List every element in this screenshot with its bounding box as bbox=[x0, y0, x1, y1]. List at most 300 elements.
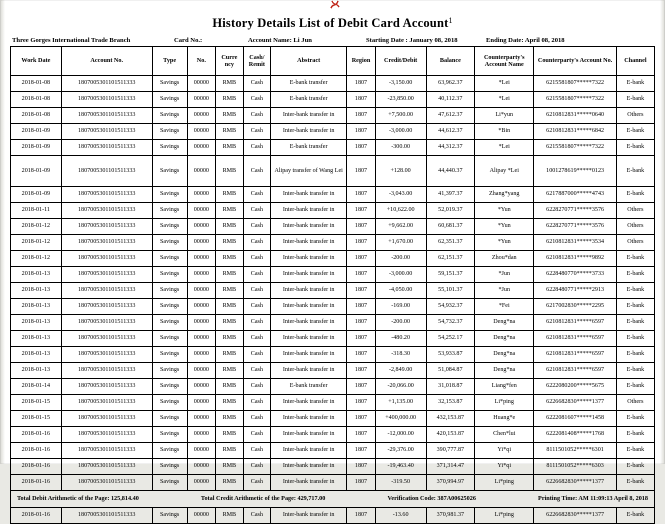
cell-counterparty-account-no: 6210812831*****9892 bbox=[534, 251, 616, 267]
cell-type: Savings bbox=[152, 267, 187, 283]
cell-currency: RMB bbox=[216, 283, 243, 299]
counterparty-name-annotated: Yi*qi bbox=[497, 463, 512, 470]
cell-counterparty-account-no: 8111501052*****6303 bbox=[534, 459, 616, 475]
cell-account-no: 1807005301101511333 bbox=[61, 347, 152, 363]
cell-currency: RMB bbox=[216, 411, 243, 427]
col-type: Type bbox=[152, 47, 187, 76]
table-body bbox=[11, 76, 655, 524]
cell-balance: 54,252.17 bbox=[426, 331, 475, 347]
cell-account-no: 1807005301101511333 bbox=[61, 187, 152, 203]
cell-abstract: Inter-bank transfer in bbox=[271, 235, 347, 251]
counterparty-name-annotated: Deng*na bbox=[493, 367, 516, 374]
cell-work-date: 2018-01-13 bbox=[11, 331, 62, 347]
cell-cash-remit: Cash bbox=[243, 379, 270, 395]
cell-work-date: 2018-01-16 bbox=[11, 508, 62, 524]
cell-work-date: 2018-01-12 bbox=[11, 251, 62, 267]
cell-no: 00000 bbox=[187, 315, 216, 331]
cell-region: 1807 bbox=[347, 427, 376, 443]
cell-channel: E-bank bbox=[616, 124, 654, 140]
cell-channel: E-bank bbox=[616, 427, 654, 443]
cell-credit-debit: -3,000.00 bbox=[375, 267, 426, 283]
cell-channel: E-bank bbox=[616, 379, 654, 395]
cell-credit-debit: +1,670.00 bbox=[375, 235, 426, 251]
cell-region: 1807 bbox=[347, 108, 376, 124]
summary-verification-code: Verification Code: 387A00625026 bbox=[387, 494, 476, 502]
cell-currency: RMB bbox=[216, 299, 243, 315]
cell-work-date: 2018-01-13 bbox=[11, 347, 62, 363]
cell-abstract: Inter-bank transfer in bbox=[271, 315, 347, 331]
meta-card-no: Card No.: bbox=[174, 37, 203, 44]
cell-cash-remit: Cash bbox=[243, 363, 270, 379]
cell-counterparty-name: *Jun bbox=[475, 283, 534, 299]
table-row bbox=[11, 347, 655, 363]
cell-type: Savings bbox=[152, 283, 187, 299]
cell-account-no: 1807005301101511333 bbox=[61, 299, 152, 315]
cell-cash-remit: Cash bbox=[243, 315, 270, 331]
cell-work-date: 2018-01-11 bbox=[11, 203, 62, 219]
cell-counterparty-account-no: 6210812831*****0640 bbox=[534, 108, 616, 124]
cell-counterparty-name bbox=[475, 347, 534, 363]
cell-credit-debit: +400,000.00 bbox=[375, 411, 426, 427]
table-row bbox=[11, 443, 655, 459]
table-header-row bbox=[11, 47, 655, 76]
cell-account-no: 1807005301101511333 bbox=[61, 508, 152, 524]
cell-currency: RMB bbox=[216, 379, 243, 395]
cell-counterparty-account-no: 6226682830*****1377 bbox=[534, 475, 616, 491]
cell-account-no: 1807005301101511333 bbox=[61, 459, 152, 475]
cell-region: 1807 bbox=[347, 283, 376, 299]
cell-region: 1807 bbox=[347, 267, 376, 283]
cell-currency: RMB bbox=[216, 331, 243, 347]
cell-type: Savings bbox=[152, 508, 187, 524]
table-row bbox=[11, 299, 655, 315]
cell-work-date: 2018-01-09 bbox=[11, 187, 62, 203]
cell-credit-debit: -4,050.00 bbox=[375, 283, 426, 299]
cell-counterparty-name: *Yun bbox=[475, 219, 534, 235]
cell-counterparty-name: *Jun bbox=[475, 267, 534, 283]
cell-channel: E-bank bbox=[616, 411, 654, 427]
cell-work-date: 2018-01-13 bbox=[11, 299, 62, 315]
cell-counterparty-name bbox=[475, 459, 534, 475]
cell-region: 1807 bbox=[347, 363, 376, 379]
cell-region: 1807 bbox=[347, 187, 376, 203]
cell-counterparty-account-no: 6228270771*****3576 bbox=[534, 203, 616, 219]
cell-cash-remit: Cash bbox=[243, 475, 270, 491]
cell-region: 1807 bbox=[347, 156, 376, 187]
cell-work-date: 2018-01-08 bbox=[11, 92, 62, 108]
cell-counterparty-account-no: 6226682830*****1377 bbox=[534, 508, 616, 524]
cell-work-date: 2018-01-09 bbox=[11, 156, 62, 187]
table-row bbox=[11, 315, 655, 331]
cell-cash-remit: Cash bbox=[243, 219, 270, 235]
table-row bbox=[11, 395, 655, 411]
cell-work-date: 2018-01-09 bbox=[11, 124, 62, 140]
cell-counterparty-name: Li*ping bbox=[475, 508, 534, 524]
cell-account-no: 1807005301101511333 bbox=[61, 124, 152, 140]
table-row bbox=[11, 203, 655, 219]
col-channel: Channel bbox=[616, 47, 654, 76]
cell-account-no: 1807005301101511333 bbox=[61, 363, 152, 379]
cell-currency: RMB bbox=[216, 315, 243, 331]
cell-credit-debit: +9,662.00 bbox=[375, 219, 426, 235]
cell-abstract: Inter-bank transfer in bbox=[271, 443, 347, 459]
cell-cash-remit: Cash bbox=[243, 347, 270, 363]
counterparty-name-annotated: Yi*qi bbox=[497, 447, 512, 454]
cell-counterparty-account-no: 6210812831*****6597 bbox=[534, 363, 616, 379]
cell-cash-remit: Cash bbox=[243, 92, 270, 108]
cell-balance: 52,019.37 bbox=[426, 203, 475, 219]
cell-channel: E-bank bbox=[616, 315, 654, 331]
meta-starting-date: Starting Date : January 08, 2018 bbox=[366, 37, 458, 44]
col-cash-remit: Cash/ Remit bbox=[243, 47, 270, 76]
cell-balance: 60,681.37 bbox=[426, 219, 475, 235]
cell-balance: 54,732.37 bbox=[426, 315, 475, 331]
cell-cash-remit: Cash bbox=[243, 411, 270, 427]
col-counterparty-name: Counterparty's Account Name bbox=[475, 47, 534, 76]
cell-currency: RMB bbox=[216, 443, 243, 459]
cell-counterparty-account-no: 6228480770*****3733 bbox=[534, 267, 616, 283]
col-credit-debit: Credit/Debit bbox=[375, 47, 426, 76]
cell-abstract: Inter-bank transfer in bbox=[271, 459, 347, 475]
cell-region: 1807 bbox=[347, 251, 376, 267]
cell-abstract: Inter-bank transfer in bbox=[271, 427, 347, 443]
cell-credit-debit: -3,000.00 bbox=[375, 124, 426, 140]
cell-counterparty-account-no: 6215581807*****7322 bbox=[534, 76, 616, 92]
cell-account-no: 1807005301101511333 bbox=[61, 92, 152, 108]
cell-currency: RMB bbox=[216, 475, 243, 491]
cell-account-no: 1807005301101511333 bbox=[61, 108, 152, 124]
cell-no: 00000 bbox=[187, 411, 216, 427]
col-region: Region bbox=[347, 47, 376, 76]
cell-balance: 59,151.37 bbox=[426, 267, 475, 283]
cell-counterparty-name: Huang*e bbox=[475, 411, 534, 427]
cell-region: 1807 bbox=[347, 379, 376, 395]
cell-counterparty-name: Li*yun bbox=[475, 108, 534, 124]
cell-channel: Others bbox=[616, 203, 654, 219]
cell-work-date: 2018-01-08 bbox=[11, 108, 62, 124]
cell-counterparty-name: *Fei bbox=[475, 299, 534, 315]
cell-cash-remit: Cash bbox=[243, 331, 270, 347]
cell-work-date: 2018-01-08 bbox=[11, 76, 62, 92]
cell-cash-remit: Cash bbox=[243, 203, 270, 219]
summary-printing-time: Printing Time: AM 11:09:13 April 8, 2018 bbox=[538, 494, 648, 502]
cell-abstract: E-bank transfer bbox=[271, 379, 347, 395]
cell-region: 1807 bbox=[347, 331, 376, 347]
cell-no: 00000 bbox=[187, 235, 216, 251]
cell-counterparty-name bbox=[475, 363, 534, 379]
cell-credit-debit: -318.30 bbox=[375, 347, 426, 363]
cell-counterparty-account-no: 6215581807*****7322 bbox=[534, 92, 616, 108]
cell-no: 00000 bbox=[187, 187, 216, 203]
cell-counterparty-name: Chen*lui bbox=[475, 427, 534, 443]
cell-currency: RMB bbox=[216, 395, 243, 411]
cell-no: 00000 bbox=[187, 475, 216, 491]
cell-channel: E-bank bbox=[616, 267, 654, 283]
cell-type: Savings bbox=[152, 76, 187, 92]
cell-region: 1807 bbox=[347, 395, 376, 411]
table-row bbox=[11, 76, 655, 92]
cell-counterparty-name: Liang*fen bbox=[475, 379, 534, 395]
cell-credit-debit: +128.00 bbox=[375, 156, 426, 187]
page-summary-row bbox=[11, 491, 655, 508]
cell-credit-debit: -300.00 bbox=[375, 140, 426, 156]
cell-no: 00000 bbox=[187, 156, 216, 187]
cell-cash-remit: Cash bbox=[243, 156, 270, 187]
cell-account-no: 1807005301101511333 bbox=[61, 411, 152, 427]
cell-work-date: 2018-01-16 bbox=[11, 443, 62, 459]
counterparty-name-annotated: Deng*na bbox=[493, 335, 516, 342]
cell-region: 1807 bbox=[347, 124, 376, 140]
cell-currency: RMB bbox=[216, 156, 243, 187]
cell-work-date: 2018-01-15 bbox=[11, 411, 62, 427]
cell-no: 00000 bbox=[187, 459, 216, 475]
cell-work-date: 2018-01-13 bbox=[11, 267, 62, 283]
cell-abstract: Inter-bank transfer in bbox=[271, 187, 347, 203]
cell-balance: 432,153.87 bbox=[426, 411, 475, 427]
summary-credit-total: Total Credit Arithmetic of the Page: 429,717.00 bbox=[200, 494, 326, 502]
cell-abstract: Inter-bank transfer in bbox=[271, 203, 347, 219]
cell-counterparty-name: *Yun bbox=[475, 235, 534, 251]
cell-cash-remit: Cash bbox=[243, 267, 270, 283]
cell-abstract: Inter-bank transfer in bbox=[271, 363, 347, 379]
table-row bbox=[11, 508, 655, 524]
cell-type: Savings bbox=[152, 219, 187, 235]
cell-region: 1807 bbox=[347, 219, 376, 235]
cell-currency: RMB bbox=[216, 235, 243, 251]
cell-balance: 62,351.37 bbox=[426, 235, 475, 251]
cell-cash-remit: Cash bbox=[243, 459, 270, 475]
cell-abstract: Inter-bank transfer in bbox=[271, 219, 347, 235]
cell-region: 1807 bbox=[347, 203, 376, 219]
cell-region: 1807 bbox=[347, 140, 376, 156]
cell-balance: 47,612.37 bbox=[426, 108, 475, 124]
cell-credit-debit: -19,463.40 bbox=[375, 459, 426, 475]
cell-no: 00000 bbox=[187, 347, 216, 363]
cell-balance: 41,397.37 bbox=[426, 187, 475, 203]
cell-no: 00000 bbox=[187, 124, 216, 140]
cell-currency: RMB bbox=[216, 267, 243, 283]
cell-no: 00000 bbox=[187, 443, 216, 459]
cell-balance: 44,312.37 bbox=[426, 140, 475, 156]
cell-currency: RMB bbox=[216, 187, 243, 203]
cell-type: Savings bbox=[152, 124, 187, 140]
cell-counterparty-name bbox=[475, 331, 534, 347]
cell-abstract: Inter-bank transfer in bbox=[271, 347, 347, 363]
cell-credit-debit: -319.50 bbox=[375, 475, 426, 491]
cell-work-date: 2018-01-12 bbox=[11, 235, 62, 251]
cell-counterparty-name: *Lei bbox=[475, 76, 534, 92]
counterparty-name-annotated: Deng*na bbox=[493, 319, 516, 326]
cell-account-no: 1807005301101511333 bbox=[61, 331, 152, 347]
table-row bbox=[11, 267, 655, 283]
cell-type: Savings bbox=[152, 331, 187, 347]
cell-type: Savings bbox=[152, 156, 187, 187]
cell-abstract: E-bank transfer bbox=[271, 76, 347, 92]
cell-no: 00000 bbox=[187, 92, 216, 108]
cell-work-date: 2018-01-09 bbox=[11, 140, 62, 156]
cell-channel: E-bank bbox=[616, 475, 654, 491]
table-row bbox=[11, 140, 655, 156]
cell-channel: E-bank bbox=[616, 140, 654, 156]
cell-channel: Others bbox=[616, 108, 654, 124]
table-row bbox=[11, 363, 655, 379]
cell-cash-remit: Cash bbox=[243, 427, 270, 443]
meta-ending-date: Ending Date: April 08, 2018 bbox=[486, 37, 565, 44]
cell-account-no: 1807005301101511333 bbox=[61, 140, 152, 156]
cell-no: 00000 bbox=[187, 283, 216, 299]
cell-balance: 31,018.87 bbox=[426, 379, 475, 395]
cell-type: Savings bbox=[152, 395, 187, 411]
cell-region: 1807 bbox=[347, 508, 376, 524]
cell-region: 1807 bbox=[347, 347, 376, 363]
cell-no: 00000 bbox=[187, 251, 216, 267]
cell-cash-remit: Cash bbox=[243, 140, 270, 156]
cell-counterparty-name: Zhang*yang bbox=[475, 187, 534, 203]
cell-account-no: 1807005301101511333 bbox=[61, 475, 152, 491]
cell-type: Savings bbox=[152, 427, 187, 443]
cell-abstract: Inter-bank transfer in bbox=[271, 395, 347, 411]
cell-counterparty-name: *Lei bbox=[475, 140, 534, 156]
cell-type: Savings bbox=[152, 235, 187, 251]
cell-region: 1807 bbox=[347, 235, 376, 251]
cell-credit-debit: +7,500.00 bbox=[375, 108, 426, 124]
table-row bbox=[11, 219, 655, 235]
cell-channel: E-bank bbox=[616, 363, 654, 379]
cell-cash-remit: Cash bbox=[243, 251, 270, 267]
cell-work-date: 2018-01-13 bbox=[11, 363, 62, 379]
cell-account-no: 1807005301101511333 bbox=[61, 235, 152, 251]
cell-balance: 32,153.87 bbox=[426, 395, 475, 411]
cell-no: 00000 bbox=[187, 140, 216, 156]
col-no: No. bbox=[187, 47, 216, 76]
cell-channel: E-bank bbox=[616, 187, 654, 203]
cell-account-no: 1807005301101511333 bbox=[61, 315, 152, 331]
cell-no: 00000 bbox=[187, 508, 216, 524]
cell-balance: 40,112.37 bbox=[426, 92, 475, 108]
table-row bbox=[11, 92, 655, 108]
cell-account-no: 1807005301101511333 bbox=[61, 203, 152, 219]
cell-counterparty-account-no: 6210812831*****6842 bbox=[534, 124, 616, 140]
table-row bbox=[11, 251, 655, 267]
cell-currency: RMB bbox=[216, 459, 243, 475]
cell-balance: 54,932.37 bbox=[426, 299, 475, 315]
cell-cash-remit: Cash bbox=[243, 108, 270, 124]
table-row bbox=[11, 283, 655, 299]
cell-region: 1807 bbox=[347, 443, 376, 459]
cell-region: 1807 bbox=[347, 92, 376, 108]
cell-account-no: 1807005301101511333 bbox=[61, 443, 152, 459]
cell-counterparty-account-no: 6210812831*****6597 bbox=[534, 315, 616, 331]
page-title bbox=[10, 16, 655, 31]
cell-channel: E-bank bbox=[616, 443, 654, 459]
cell-type: Savings bbox=[152, 363, 187, 379]
cell-account-no: 1807005301101511333 bbox=[61, 379, 152, 395]
cell-balance: 44,440.37 bbox=[426, 156, 475, 187]
cell-type: Savings bbox=[152, 251, 187, 267]
page-title-text: History Details List of Debit Card Account bbox=[212, 16, 449, 30]
cell-currency: RMB bbox=[216, 92, 243, 108]
cell-counterparty-account-no: 6226682830*****1377 bbox=[534, 395, 616, 411]
cell-balance: 44,612.37 bbox=[426, 124, 475, 140]
cell-counterparty-name bbox=[475, 443, 534, 459]
table-row bbox=[11, 475, 655, 491]
cell-credit-debit: +10,622.00 bbox=[375, 203, 426, 219]
cell-account-no: 1807005301101511333 bbox=[61, 156, 152, 187]
cell-abstract: Inter-bank transfer in bbox=[271, 411, 347, 427]
table-row bbox=[11, 187, 655, 203]
cell-account-no: 1807005301101511333 bbox=[61, 395, 152, 411]
cell-account-no: 1807005301101511333 bbox=[61, 267, 152, 283]
cell-balance: 53,933.87 bbox=[426, 347, 475, 363]
cell-no: 00000 bbox=[187, 76, 216, 92]
cell-type: Savings bbox=[152, 347, 187, 363]
cell-abstract: Inter-bank transfer in bbox=[271, 283, 347, 299]
cell-credit-debit: -200.00 bbox=[375, 315, 426, 331]
cell-currency: RMB bbox=[216, 76, 243, 92]
scan-edge-left bbox=[0, 0, 5, 464]
cell-channel: E-bank bbox=[616, 283, 654, 299]
cell-currency: RMB bbox=[216, 203, 243, 219]
cell-no: 00000 bbox=[187, 395, 216, 411]
cell-abstract: Inter-bank transfer in bbox=[271, 508, 347, 524]
cell-balance: 420,153.87 bbox=[426, 427, 475, 443]
cell-credit-debit: -23,850.00 bbox=[375, 92, 426, 108]
cell-credit-debit: -480.20 bbox=[375, 331, 426, 347]
table-row bbox=[11, 235, 655, 251]
cell-credit-debit: -20,066.00 bbox=[375, 379, 426, 395]
cell-currency: RMB bbox=[216, 124, 243, 140]
cell-work-date: 2018-01-14 bbox=[11, 379, 62, 395]
cell-channel: Others bbox=[616, 395, 654, 411]
cell-region: 1807 bbox=[347, 76, 376, 92]
cell-balance: 62,151.37 bbox=[426, 251, 475, 267]
cell-type: Savings bbox=[152, 443, 187, 459]
cell-type: Savings bbox=[152, 315, 187, 331]
cell-channel: E-bank bbox=[616, 299, 654, 315]
cell-currency: RMB bbox=[216, 219, 243, 235]
cell-abstract: Alipay transfer of Wang Lei bbox=[271, 156, 347, 187]
cell-counterparty-account-no: 6215581807*****7322 bbox=[534, 140, 616, 156]
cell-balance: 51,084.87 bbox=[426, 363, 475, 379]
col-counterparty-account-no: Counterparty's Account No. bbox=[534, 47, 616, 76]
cell-region: 1807 bbox=[347, 411, 376, 427]
table-row bbox=[11, 459, 655, 475]
cell-no: 00000 bbox=[187, 379, 216, 395]
cell-type: Savings bbox=[152, 108, 187, 124]
cell-currency: RMB bbox=[216, 427, 243, 443]
cell-region: 1807 bbox=[347, 475, 376, 491]
cell-currency: RMB bbox=[216, 508, 243, 524]
cell-abstract: Inter-bank transfer in bbox=[271, 124, 347, 140]
col-balance: Balance bbox=[426, 47, 475, 76]
cell-credit-debit: -200.00 bbox=[375, 251, 426, 267]
cell-currency: RMB bbox=[216, 251, 243, 267]
col-account-no: Account No. bbox=[61, 47, 152, 76]
cell-region: 1807 bbox=[347, 299, 376, 315]
cell-cash-remit: Cash bbox=[243, 283, 270, 299]
cell-type: Savings bbox=[152, 379, 187, 395]
cell-credit-debit: +1,135.00 bbox=[375, 395, 426, 411]
cell-credit-debit: -169.00 bbox=[375, 299, 426, 315]
cell-cash-remit: Cash bbox=[243, 76, 270, 92]
cell-currency: RMB bbox=[216, 363, 243, 379]
cell-no: 00000 bbox=[187, 203, 216, 219]
cell-channel: E-bank bbox=[616, 459, 654, 475]
cell-type: Savings bbox=[152, 92, 187, 108]
col-abstract: Abstract bbox=[271, 47, 347, 76]
cell-counterparty-account-no: 6228480771*****2913 bbox=[534, 283, 616, 299]
cell-balance: 55,101.37 bbox=[426, 283, 475, 299]
